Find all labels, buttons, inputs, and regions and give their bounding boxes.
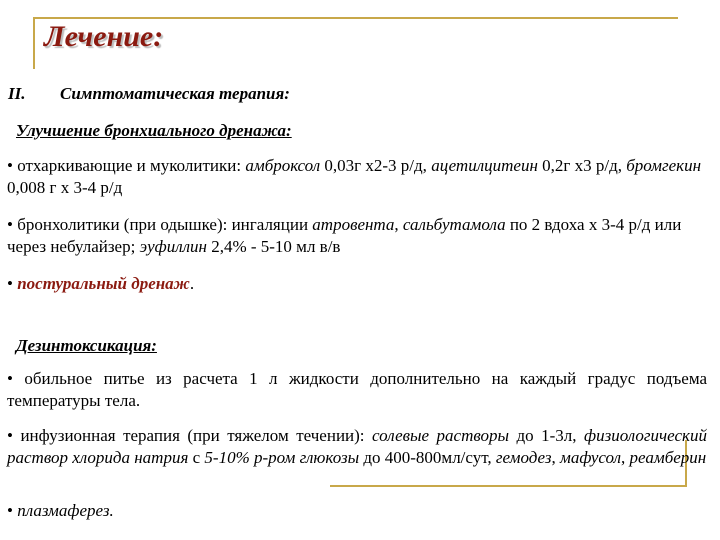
bullet: • (7, 215, 18, 234)
paragraph-postural-drainage (7, 273, 707, 295)
slide-title: Лечение: (44, 20, 164, 53)
bullet: • (7, 369, 25, 388)
paragraph-bronchodilators (7, 214, 707, 258)
text: 0,03г х2-3 р/д, (320, 156, 432, 175)
drug-name: гемодез (495, 448, 552, 467)
bullet: • (7, 426, 21, 445)
text: по 2 вдоха х 3-4 р/д или через небулайзер; (7, 215, 682, 256)
bullet: • (7, 156, 18, 175)
paragraph-infusion (7, 425, 707, 469)
solution-name: 5-10% р-ром глюкозы (204, 448, 360, 467)
frame-top-line (33, 17, 678, 19)
drug-name: мафусол (560, 448, 622, 467)
paragraph-fluids (7, 368, 707, 412)
slide-subtitle: Симптоматическая терапия: (60, 84, 290, 103)
paragraph-plasmapheresis (7, 500, 707, 522)
text: , (551, 448, 561, 467)
text: 0,008 г х 3-4 р/д (7, 178, 123, 197)
solution-name: физиологический раствор хлорида натрия (7, 426, 707, 467)
text: с (188, 448, 205, 467)
section-heading-detox: Дезинтоксикация: (16, 336, 157, 355)
text: 0,2г х3 р/д, (537, 156, 627, 175)
drug-name: сальбутамола (402, 215, 506, 234)
drug-name: реамберин (629, 448, 707, 467)
drug-name: атровента (312, 215, 395, 234)
highlighted-term: постуральный дренаж (17, 274, 190, 293)
text: бронхолитики (при одышке): ингаляции (17, 215, 313, 234)
text: , (394, 215, 403, 234)
text: до 400-800мл/сут, (359, 448, 496, 467)
text: обильное питье из расчета 1 л жидкости дополнительно на каждый градус подъема температуры тела. (7, 369, 708, 410)
solution-name: солевые растворы (372, 426, 510, 445)
text: отхаркивающие и муколитики: (17, 156, 246, 175)
frame-left-line (33, 17, 35, 69)
text: инфузионная терапия (при тяжелом течении): (20, 426, 373, 445)
text: . (189, 274, 195, 293)
bullet: • (7, 274, 18, 293)
bullet: • (7, 501, 18, 520)
section-number: II. (8, 84, 26, 103)
text: , (621, 448, 630, 467)
section-heading-drainage: Улучшение бронхиального дренажа: (16, 121, 292, 140)
drug-name: эуфиллин (139, 237, 207, 256)
paragraph-expectorants (7, 155, 707, 199)
drug-name: ацетилцитеин (431, 156, 538, 175)
text: до 1-3л, (509, 426, 585, 445)
drug-name: амброксол (245, 156, 321, 175)
procedure-name: плазмаферез. (17, 501, 114, 520)
drug-name: бромгекин (626, 156, 702, 175)
text: 2,4% - 5-10 мл в/в (206, 237, 341, 256)
frame-bottom-line (330, 485, 685, 487)
